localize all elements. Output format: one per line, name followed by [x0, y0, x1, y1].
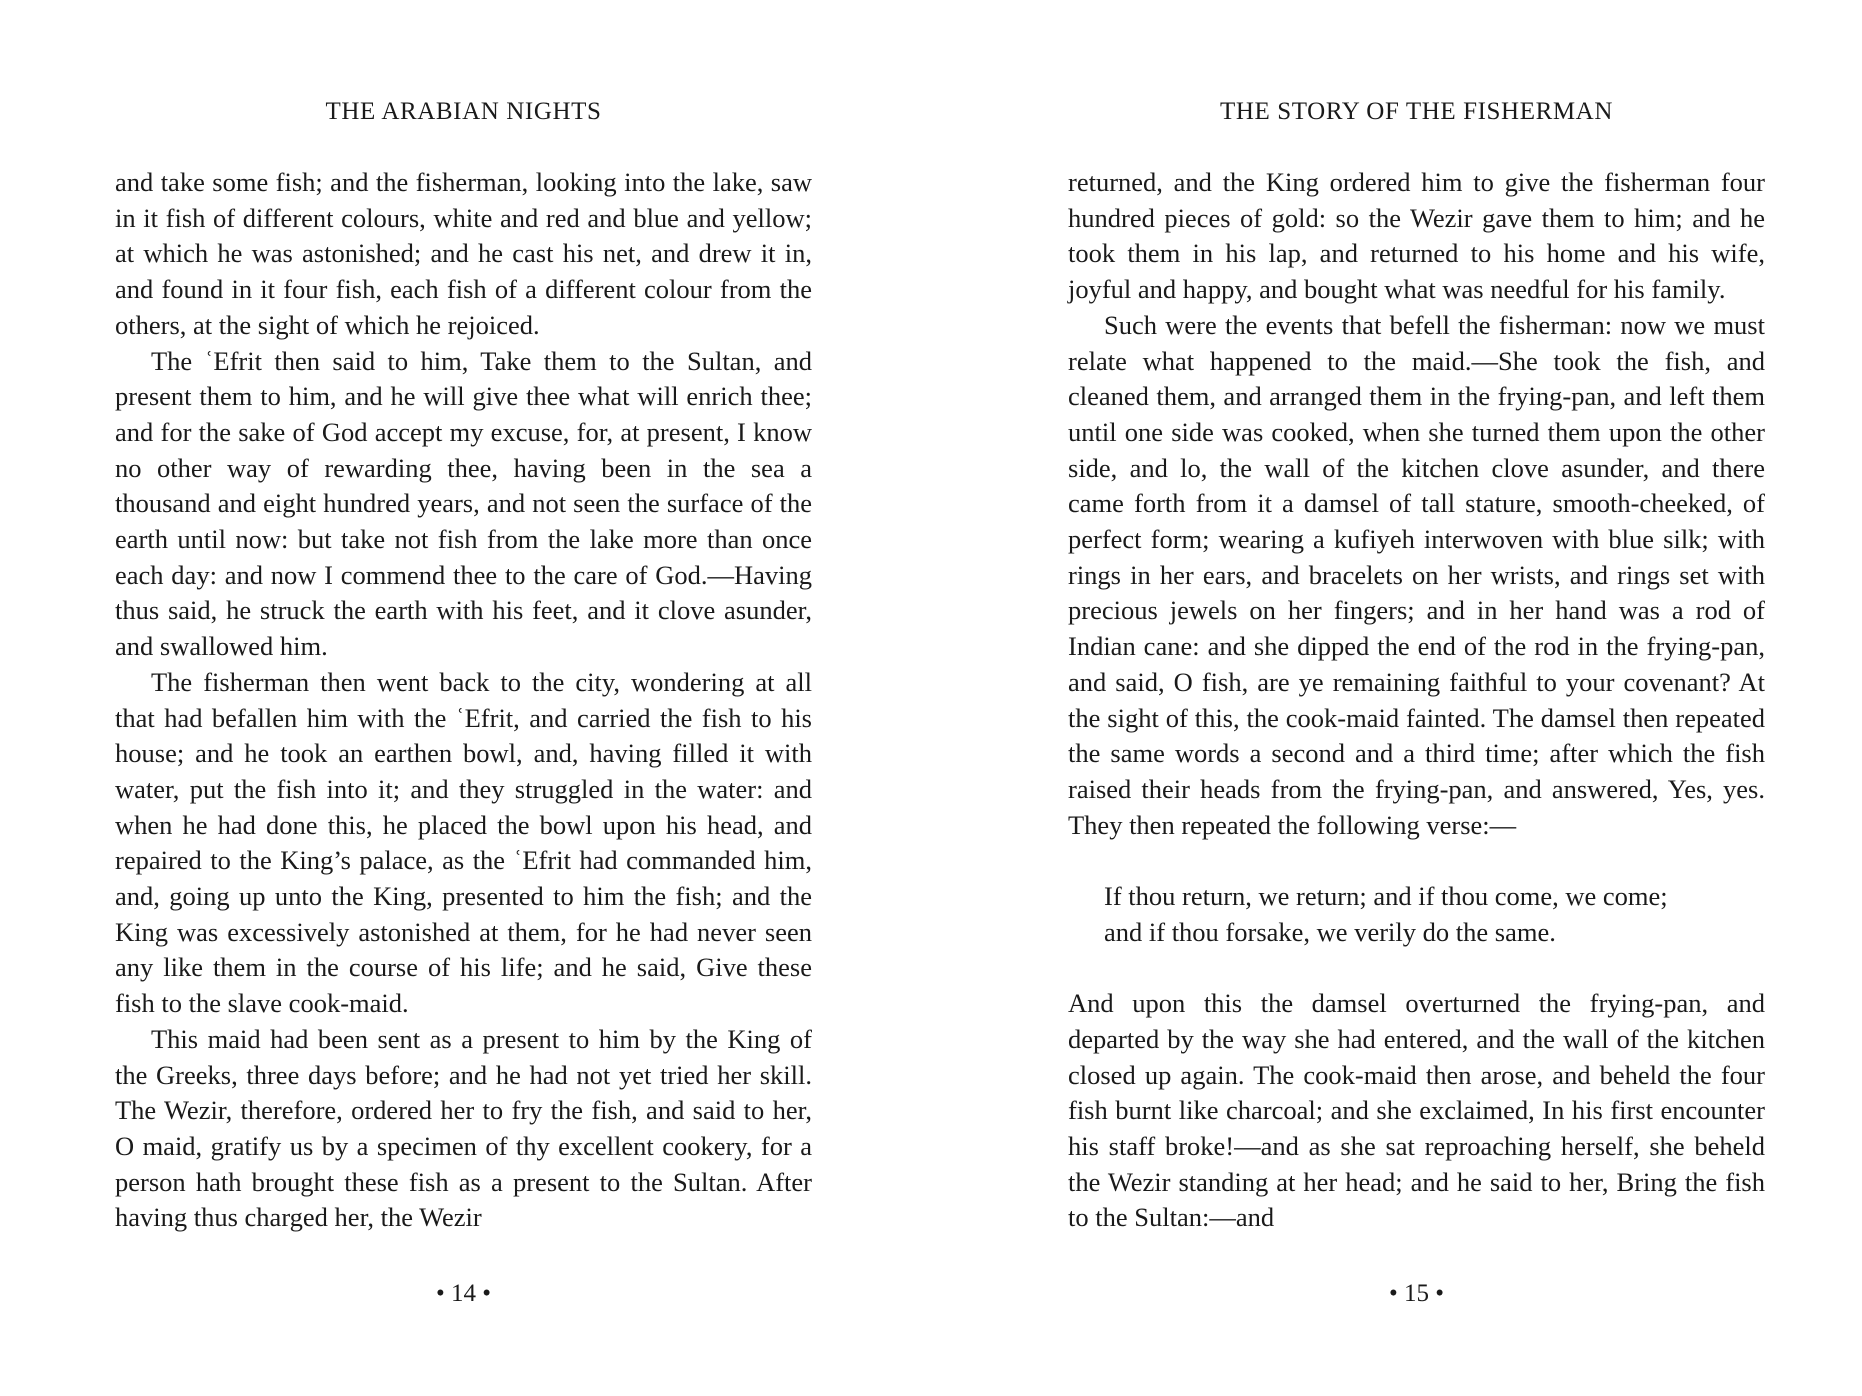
- paragraph: And upon this the damsel overturned the frying-pan, and departed by the way she had entered, and the wall of the kitchen closed up again. The cook-maid then arose, and beheld the four fish burnt like charcoal; and she exclaimed, In his first encounter his staff broke!—and as she sat reproaching herself, she beheld the Wezir standing at her head; and he said to her, Bring the fish to the Sultan:—and: [1068, 988, 1765, 1233]
- paragraph: Such were the events that befell the fisherman: now we must relate what happened to the maid.—She took the fish, and cleaned them, and arranged them in the frying-pan, and left them until one side was cooked, when she turned them upon the other side, and lo, the wall of the kitchen clove asunder, and there came forth from it a damsel of tall stature, smooth-cheeked, of perfect form; wearing a kufiyeh interwoven with blue silk; with rings in her ears, and bracelets on her wrists, and rings set with precious jewels on her fingers; and in her hand was a rod of Indian cane: and she dipped the end of the rod in the frying-pan, and said, O fish, are ye remaining faithful to your covenant? At the sight of this, the cook-maid fainted. The damsel then repeated the same words a second and a third time; after which the fish raised their heads from the frying-pan, and answered, Yes, yes. They then repeated the following verse:—: [1068, 309, 1765, 840]
- page-number-right: • 15 •: [1388, 1280, 1444, 1307]
- running-head-right: THE STORY OF THE FISHERMAN: [1220, 98, 1613, 125]
- paragraph: This maid had been sent as a present to him by the King of the Greeks, three days before; and he had not yet tried her skill. The Wezir, therefore, ordered her to fry the fish, and said to her, O maid, gratify us by a specimen of thy excellent cookery, for a person hath brought these fish as a present to the Sultan. After having thus charged her, the Wezir: [115, 1023, 812, 1233]
- paragraph: The ʿEfrit then said to him, Take them to the Sultan, and present them to him, and he will give thee what will enrich thee; and for the sake of God accept my excuse, for, at present, I know no other way of rewarding thee, having been in the sea a thousand and eight hundred years, and not seen the surface of the earth until now: but take not fish from the lake more than once each day: and now I commend thee to the care of God.—Having thus said, he struck the earth with his feet, and it clove asunder, and swallowed him.: [115, 345, 812, 662]
- right-page-body: [1068, 165, 1765, 1236]
- verse-block: [1104, 879, 1765, 950]
- paragraph: and take some fish; and the fisherman, looking into the lake, saw in it fish of different colours, white and red and blue and yellow; at which he was astonished; and he cast his net, and drew it in, and found in it four fish, each fish of a different colour from the others, at the sight of which he rejoiced.: [115, 167, 812, 340]
- verse-line: If thou return, we return; and if thou come, we come;: [1104, 881, 1668, 912]
- left-page-body: [115, 165, 812, 1236]
- left-page: [115, 0, 812, 1396]
- verse-line: and if thou forsake, we verily do the same.: [1104, 916, 1556, 947]
- paragraph: The fisherman then went back to the city, wondering at all that had befallen him with the ʿEfrit, and carried the fish to his house; and he took an earthen bowl, and, having filled it with water, put the fish into it; and they struggled in the water: and when he had done this, he placed the bowl upon his head, and repaired to the King’s palace, as the ʿEfrit had commanded him, and, going up unto the King, presented to him the fish; and the King was excessively astonished at them, for he had never seen any like them in the course of his life; and he said, Give these fish to the slave cook-maid.: [115, 666, 812, 1019]
- paragraph: returned, and the King ordered him to give the fisherman four hundred pieces of gold: so the Wezir gave them to him; and he took them in his lap, and returned to his home and his wife, joyful and happy, and bought what was needful for his family.: [1068, 167, 1765, 305]
- right-page: [1068, 0, 1765, 1396]
- page-number-left: • 14 •: [435, 1280, 491, 1307]
- running-head-left: THE ARABIAN NIGHTS: [325, 98, 602, 125]
